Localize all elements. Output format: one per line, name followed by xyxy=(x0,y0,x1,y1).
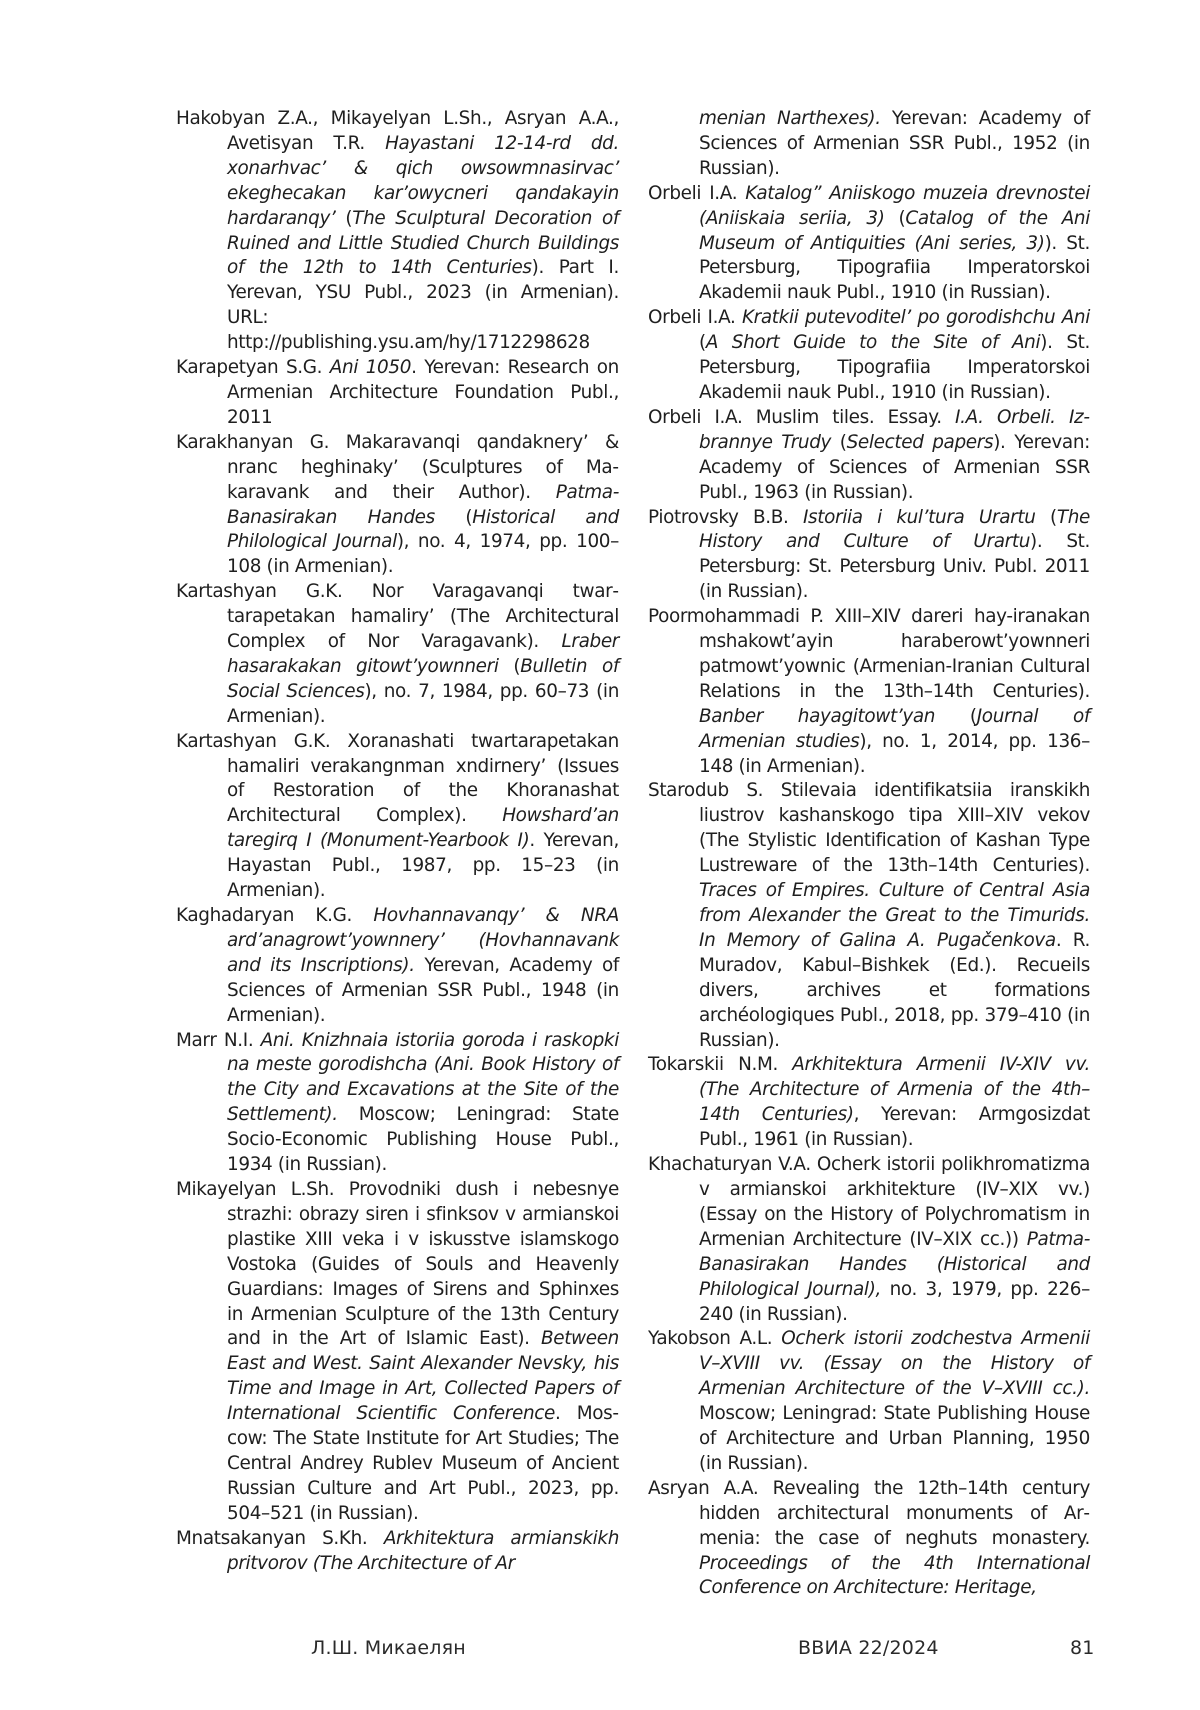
reference-khachaturyan: Khachaturyan V.A. Ocherk istorii polikhromatizma v armianskoi arkhitekture (IV–XIX vv.) (Essay on the History of Polychromatism in Armenian Architecture (IV–XIX cc.)) Patma-Banasirakan Handes (Historical and Philological Journal), no. 3, 1979, pp. 226–240 (in Russian). xyxy=(648,1154,1090,1325)
footer-author: Л.Ш. Микаелян xyxy=(311,1637,466,1659)
reference-karapetyan: Karapetyan S.G. Ani 1050. Yerevan: Research on Armenian Architecture Foundation Publ., 2011 xyxy=(176,357,619,428)
reference-kartashyan2: Kartashyan G.K. Xoranashati twartarapetakan hamaliri verakangnman xndirnery’ (Issues of Restoration of the Khoranashat Architectural Complex). Howshard’an taregirq I (Monument-Yearbook I). Yerevan, Hayastan Publ., 1987, pp. 15–23 (in Armenian). xyxy=(176,730,619,902)
reference-piotrovsky: Piotrovsky B.B. Istoriia i kul’tura Urartu (The History and Culture of Urartu). St. Petersburg: St. Petersburg Univ. Publ. 2011 (in Russian). xyxy=(648,506,1091,603)
reference-orbeli1: Orbeli I.A. Katalog” Aniiskogo muzeia drevnostei (Aniiskaia seriia, 3) (Catalog of the Ani Museum of Antiquities (Ani series, 3)). St. Petersburg, Tipografiia Imperatorskoi Akademii nauk Publ., 1910 (in Russian). xyxy=(648,182,1090,304)
page-number: 81 xyxy=(1070,1637,1095,1659)
reference-yakobson: Yakobson A.L. Ocherk istorii zodchestva Armenii V–XVIII vv. (Essay on the History of Armenian Architecture of the V–XVIII cc.). Moscow; Leningrad: State Publishing House of Architecture and Urban Planning, 1950 (in Russian). xyxy=(648,1328,1090,1474)
references-right-column xyxy=(648,107,1090,1601)
reference-marr: Marr N.I. Ani. Knizhnaia istoriia goroda i raskopki na meste gorodishcha (Ani. Book History of the City and Excavations at the Site of the Settlement). Moscow; Leningrad: State Socio-Economic Publishing House Publ., 1934 (in Russian). xyxy=(176,1029,619,1176)
reference-mnatsakanyan: Mnatsakanyan S.Kh. Arkhitektura armianskikh pritvorov (The Architecture of Ar xyxy=(176,1527,619,1574)
reference-kartashyan1: Kartashyan G.K. Nor Varagavanqi twartarapetakan hamaliry’ (The Architectural Complex of Nor Varagavank). Lraber hasarakakan gitowt’yownneri (Bulletin of Social Sciences), no. 7, 1984, pp. 60–73 (in Armenian). xyxy=(176,581,619,727)
footer-journal: ВВИА 22/2024 xyxy=(798,1637,939,1659)
reference-orbeli3: Orbeli I.A. Muslim tiles. Essay. I.A. Orbeli. Izbrannye Trudy (Selected papers). Yerevan: Academy of Sciences of Armenian SSR Publ., 1963 (in Russian). xyxy=(648,406,1090,503)
reference-hakobyan: Hakobyan Z.A., Mikayelyan L.Sh., Asryan A.A., Avetisyan T.R. Hayastani 12-14-rd dd. xonarhvac’ & qich owsowmnasirvac’ ekeghecakan kar’owycneri qandakayin hardaranqy’ (The Sculptural Decoration of Ruined and Little Studied Church Buildings of the 12th to 14th Centuries). Part I. Yerevan, YSU Publ., 2023 (in Armenian). URL: http://publishing.ysu.am/hy/1712298628 xyxy=(176,108,620,354)
reference-mikayelyan: Mikayelyan L.Sh. Provodniki dush i nebesnye strazhi: obrazy siren i sfinksov v armianskoi plastike XIII veka i v iskusstve islamskogo Vostoka (Guides of Souls and Heavenly Guardians: Images of Sirens and Sphinxes in Armenian Sculpture of the 13th Century and in the Art of Islamic East). Between East and West. Saint Alexander Nevsky, his Time and Image in Art, Collected Papers of International Scientific Conference. Moscow: The State Institute for Art Studies; The Central Andrey Rublev Museum of Ancient Russian Culture and Art Publ., 2023, pp. 504–521 (in Russian). xyxy=(176,1178,619,1524)
reference-karakhanyan: Karakhanyan G. Makaravanqi qandaknery’ & nranc heghinaky’ (Sculptures of Makaravank and their Author). Patma-Banasirakan Handes (Historical and Philological Journal), no. 4, 1974, pp. 100–108 (in Armenian). xyxy=(176,431,619,578)
reference-kaghadaryan: Kaghadaryan K.G. Hovhannavanqy’ & NRA ard’anagrowt’yownnery’ (Hovhannavank and its Inscriptions). Yerevan, Academy of Sciences of Armenian SSR Publ., 1948 (in Armenian). xyxy=(176,905,619,1026)
reference-starodub: Starodub S. Stilevaia identifikatsiia iranskikh liustrov kashanskogo tipa XIII–XIV vekov (The Stylistic Identification of Kashan Type Lustreware of the 13th–14th Centuries). Traces of Empires. Culture of Central Asia from Alexander the Great to the Timurids. In Memory of Galina A. Pugačenkova. R. Muradov, Kabul–Bishkek (Ed.). Recueils divers, archives et formations archéologiques Publ., 2018, pp. 379–410 (in Russian). xyxy=(648,780,1090,1051)
reference-tokarskii: Tokarskii N.M. Arkhitektura Armenii IV-XIV vv. (The Architecture of Armenia of the 4th–14th Centuries), Yerevan: Armgosizdat Publ., 1961 (in Russian). xyxy=(648,1054,1090,1151)
reference-mnatsakanyan-cont: menian Narthexes). Yerevan: Academy of Sciences of Armenian SSR Publ., 1952 (in Russian). xyxy=(699,108,1090,179)
reference-poormohammadi: Poormohammadi P. XIII–XIV dareri hay-iranakan mshakowt’ayin haraberowt’yownneri patmowt’yownic (Armenian-Iranian Cultural Relations in the 13th–14th Centuries). Banber hayagitowt’yan (Journal of Armenian studies), no. 1, 2014, pp. 136–148 (in Armenian). xyxy=(648,606,1091,777)
references-left-column xyxy=(176,107,619,1576)
reference-orbeli2: Orbeli I.A. Kratkii putevoditel’ po gorodishchu Ani (A Short Guide to the Site of Ani). St. Petersburg, Tipografiia Imperatorskoi Akademii nauk Publ., 1910 (in Russian). xyxy=(648,307,1090,403)
reference-asryan: Asryan A.A. Revealing the 12th–14th century hidden architectural monuments of Armenia: the case of neghuts monastery. Proceedings of the 4th International Conference on Architecture: Heritage, xyxy=(648,1477,1090,1599)
